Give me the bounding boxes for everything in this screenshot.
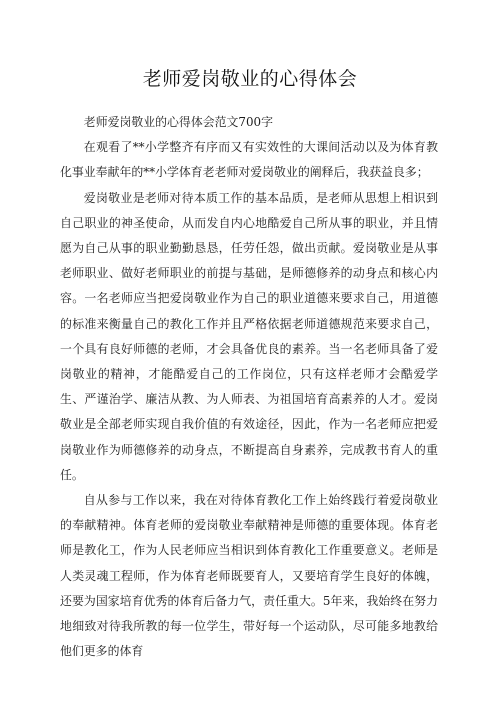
paragraph-intro: 在观看了**小学整齐有序而又有实效性的大课间活动以及为体育教化事业奉献年的**小学体育老老师对爱岗敬业的阐释后，我获益良多；: [60, 140, 438, 180]
document-body: [60, 110, 438, 664]
paragraph-dedication: 爱岗敬业是老师对待本质工作的基本品质，是老师从思想上相识到自己职业的神圣使命，从而发自内心地酷爱自己所从事的职业，并且情愿为自己从事的职业勤勤恳恳，任劳任怨，做出贡献。爱岗敬业是从事老师职业、做好老师职业的前提与基础，是师德修养的动身点和核心内容。一名老师应当把爱岗敬业作为自己的职业道德来要求自己，用道德的标准来衡量自己的教化工作并且严格依据老师道德规范来要求自己，一个具有良好师德的老师，才会具备优良的素养。当一名老师具备了爱岗敬业的精神，才能酷爱自己的工作岗位，只有这样老师才会酷爱学生、严谨治学、廉洁从教、为人师表、为祖国培育高素养的人才。爱岗敬业是全部老师实现自我价值的有效途径，因此，作为一名老师应把爱岗敬业作为师德修养的动身点，不断提高自身素养，完成教书育人的重任。: [60, 190, 438, 482]
paragraph-subtitle: 老师爱岗敬业的心得体会范文700字: [83, 115, 273, 129]
paragraph-experience: 自从参与工作以来，我在对待体育教化工作上始终践行着爱岗敬业的奉献精神。体育老师的爱岗敬业奉献精神是师德的重要体现。体育老师是教化工，作为人民老师应当相识到体育教化工作重要意义。老师是人类灵魂工程师，作为体育老师既要育人，又要培育学生良好的体魄，还要为国家培育优秀的体育后备力气，责任重大。5年来，我始终在努力地细致对待我所教的每一位学生，带好每一个运动队，尽可能多地教给他们更多的体育: [60, 493, 438, 659]
document-title: 老师爱岗敬业的心得体会: [142, 68, 358, 90]
